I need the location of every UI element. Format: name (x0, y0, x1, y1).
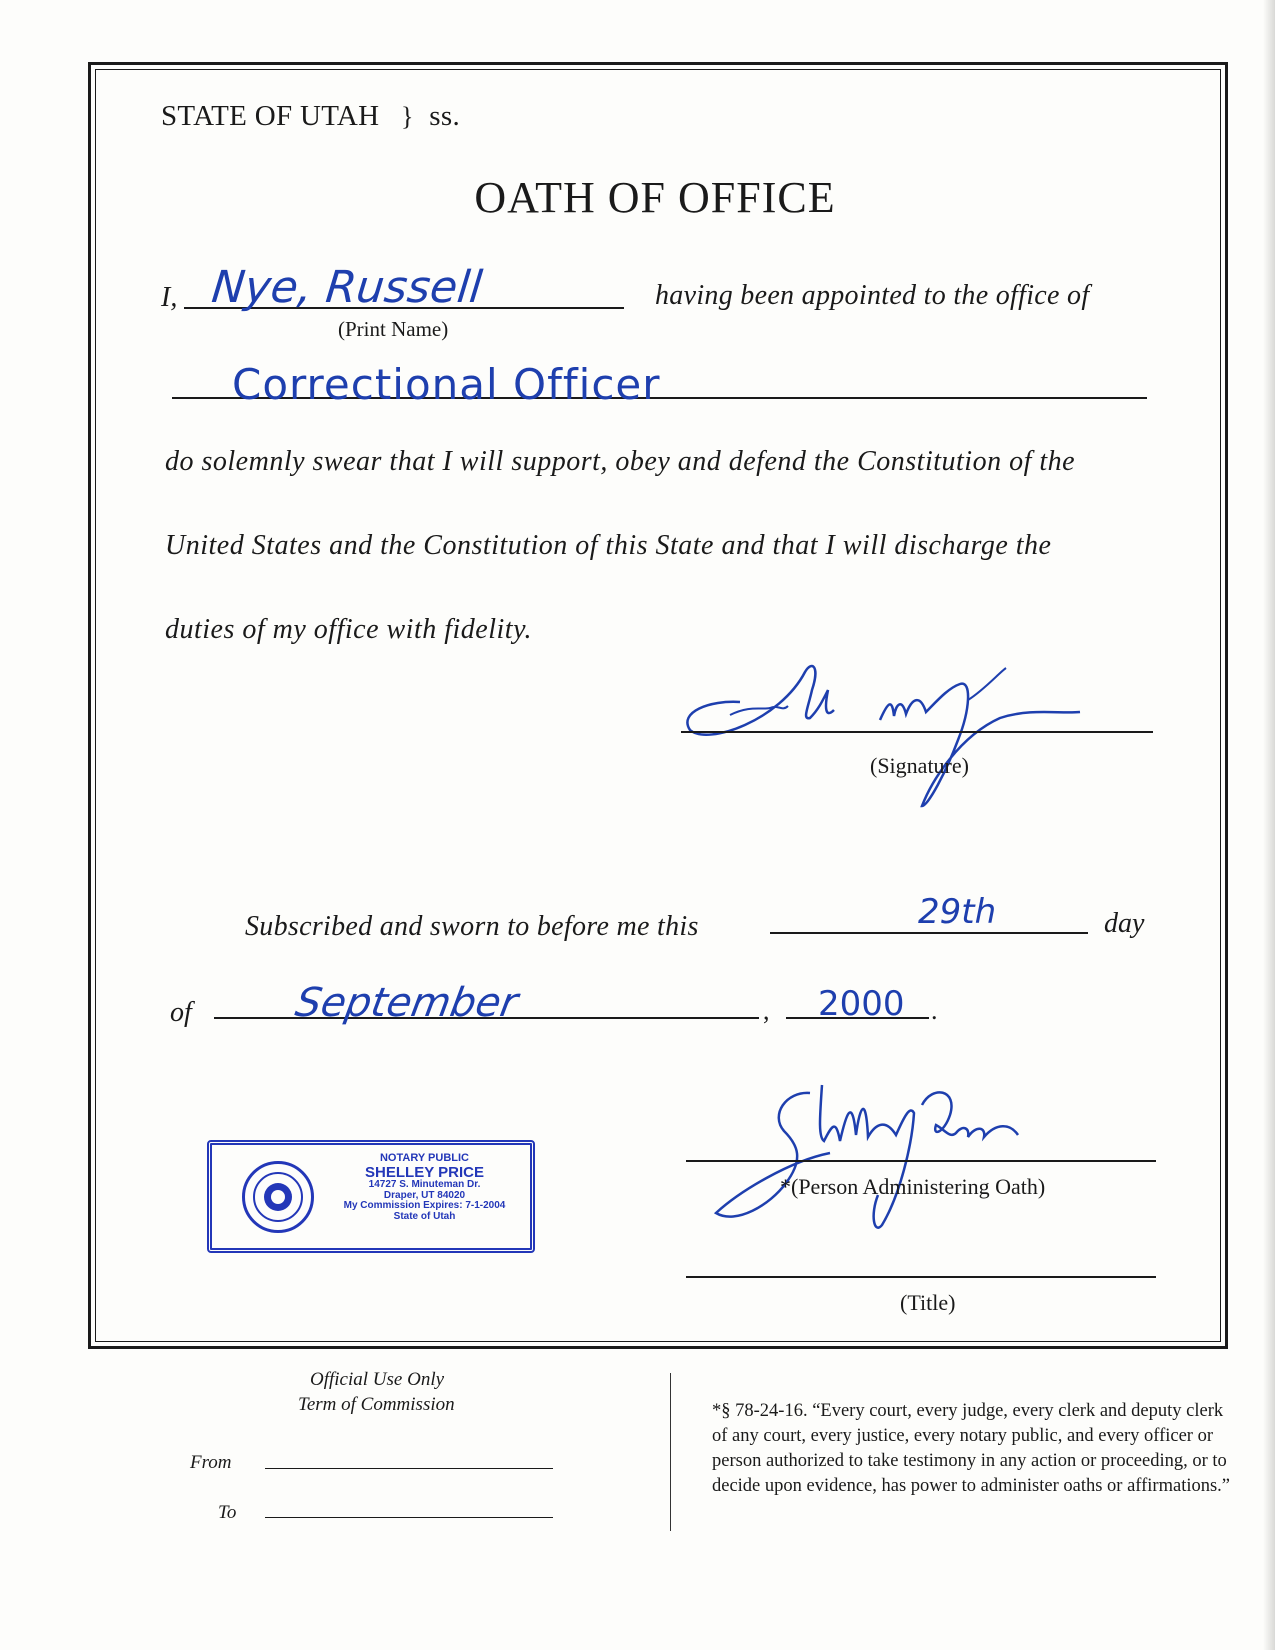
title-caption: (Title) (900, 1290, 956, 1315)
appointed-text: having been appointed to the office of (655, 280, 1090, 311)
officer-signature (670, 650, 1130, 820)
state-seal-emblem (242, 1161, 314, 1233)
document-title: OATH OF OFFICE (474, 173, 836, 222)
ss-label: ss. (429, 100, 461, 132)
footer-divider (670, 1373, 671, 1531)
page-edge-shadow (1263, 0, 1275, 1650)
signature-caption: (Signature) (870, 753, 969, 778)
seal-text (317, 1153, 532, 1222)
from-label: From (190, 1452, 232, 1473)
from-line (265, 1468, 553, 1469)
handwritten-year: 2000 (818, 984, 905, 1024)
of-label: of (170, 997, 192, 1028)
oath-line-1: do solemnly swear that I will support, obey and defend the Constitution of the (165, 446, 1076, 477)
print-name-caption: (Print Name) (338, 317, 449, 341)
seal-line-6: State of Utah (393, 1210, 456, 1222)
title-line (686, 1276, 1156, 1278)
i-prefix: I, (161, 282, 178, 313)
to-label: To (218, 1502, 237, 1523)
handwritten-day: 29th (918, 892, 997, 932)
seal-line-3: 14727 S. Minuteman Dr. (368, 1179, 481, 1191)
notary-seal-stamp (207, 1140, 535, 1253)
state-name: STATE OF UTAH (161, 100, 380, 132)
month-comma: , (763, 996, 770, 1025)
brace: } (400, 102, 414, 131)
signature-line (681, 731, 1153, 733)
statute-text: *§ 78-24-16. “Every court, every judge, every clerk and deputy clerk of any court, every justice, every notary public, and every officer or person authorized to take testimony in any action or proceeding, or to decide upon evidence, has power to administer oaths or affirmations.” (712, 1401, 1231, 1496)
seal-line-5: My Commission Expires: 7-1-2004 (343, 1200, 506, 1212)
day-label: day (1104, 908, 1145, 939)
administrator-line (686, 1160, 1156, 1162)
sworn-text: Subscribed and sworn to before me this (245, 911, 699, 942)
year-period: . (931, 996, 938, 1025)
to-line (265, 1517, 553, 1518)
term-label: Term of Commission (298, 1394, 455, 1415)
administrator-caption: *(Person Administering Oath) (780, 1174, 1046, 1199)
seal-line-4: Draper, UT 84020 (383, 1189, 466, 1201)
day-line (770, 932, 1088, 934)
official-use-label: Official Use Only (310, 1369, 445, 1390)
handwritten-name: Nye, Russell (209, 262, 485, 313)
handwritten-month: September (291, 980, 522, 1026)
handwritten-office: Correctional Officer (232, 360, 661, 409)
seal-line-2: SHELLEY PRICE (365, 1163, 484, 1181)
oath-line-2: United States and the Constitution of this State and that I will discharge the (165, 530, 1052, 561)
oath-line-3: duties of my office with fidelity. (165, 614, 532, 645)
seal-line-1: NOTARY PUBLIC (379, 1152, 470, 1164)
state-header (161, 100, 460, 133)
